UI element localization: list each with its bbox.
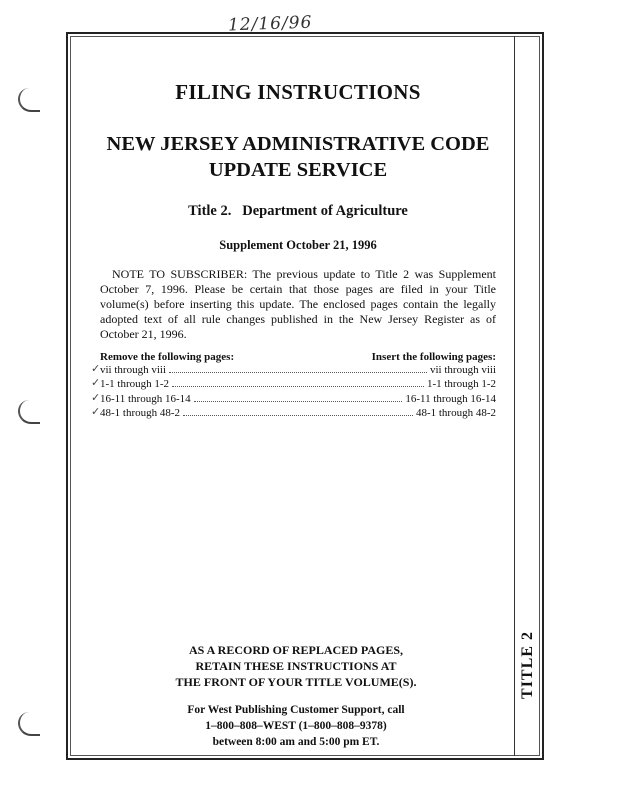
page-title: FILING INSTRUCTIONS <box>175 80 421 104</box>
binder-hole <box>18 400 40 424</box>
dot-leader <box>172 378 424 387</box>
remove-range: 16-11 through 16-14 <box>100 392 191 405</box>
remove-range: 1-1 through 1-2 <box>100 378 170 391</box>
footer-line3: THE FRONT OF YOUR TITLE VOLUME(S). <box>175 675 417 689</box>
footer-line1: AS A RECORD OF REPLACED PAGES, <box>188 643 404 657</box>
title-tab <box>516 600 540 730</box>
contact-hours: between 8:00 am and 5:00 pm ET. <box>212 736 380 748</box>
tab-divider <box>514 36 515 756</box>
code-title-line1: NEW JERSEY ADMINISTRATIVE CODE <box>106 133 490 155</box>
check-mark-icon: ✓ <box>91 391 101 404</box>
check-mark-icon: ✓ <box>91 363 101 375</box>
insert-range: 48-1 through 48-2 <box>415 406 496 419</box>
supplement-date: Supplement October 21, 1996 <box>219 238 377 252</box>
insert-range: 16-11 through 16-14 <box>405 392 496 405</box>
document-body <box>91 36 496 420</box>
handwritten-date: 12/16/96 <box>227 12 313 36</box>
list-item <box>91 405 496 420</box>
remove-range: vii through viii <box>100 364 166 376</box>
remove-header: Remove the following pages: <box>100 351 235 363</box>
page-list <box>91 363 496 420</box>
contact-phone: 1–800–808–WEST (1–800–808–9378) <box>205 720 387 732</box>
code-title-line2: UPDATE SERVICE <box>208 159 388 181</box>
retention-notice <box>100 642 492 750</box>
check-mark-icon: ✓ <box>91 377 101 390</box>
insert-range: 1-1 through 1-2 <box>426 378 496 391</box>
dot-leader <box>194 393 403 402</box>
subtitle: Title 2. Department of Agriculture <box>188 203 408 219</box>
footer-line2: RETAIN THESE INSTRUCTIONS AT <box>195 659 397 673</box>
insert-range: vii through viii <box>430 364 496 376</box>
column-headers <box>100 351 496 363</box>
binder-hole <box>18 712 40 736</box>
code-title <box>100 131 496 183</box>
subscriber-note: NOTE TO SUBSCRIBER: The previous update to Title 2 was Supplement October 7, 1996. Please be certain that those pages are filed in your Title volume(s) before inserting this update. The enclosed pages contain the legally adopted text of all rule changes published in the New Jersey Register as of October 21, 1996. <box>100 267 496 341</box>
binder-hole <box>18 88 40 112</box>
remove-range: 48-1 through 48-2 <box>100 406 181 419</box>
list-item <box>91 377 496 391</box>
check-mark-icon: ✓ <box>91 405 101 418</box>
insert-header: Insert the following pages: <box>371 351 496 363</box>
list-item <box>91 391 496 406</box>
support-contact <box>100 702 492 750</box>
dot-leader <box>183 407 413 416</box>
dot-leader <box>169 364 427 373</box>
contact-line1: For West Publishing Customer Support, call <box>187 704 405 716</box>
list-item <box>91 363 496 377</box>
tab-label: TITLE 2 <box>519 631 537 699</box>
